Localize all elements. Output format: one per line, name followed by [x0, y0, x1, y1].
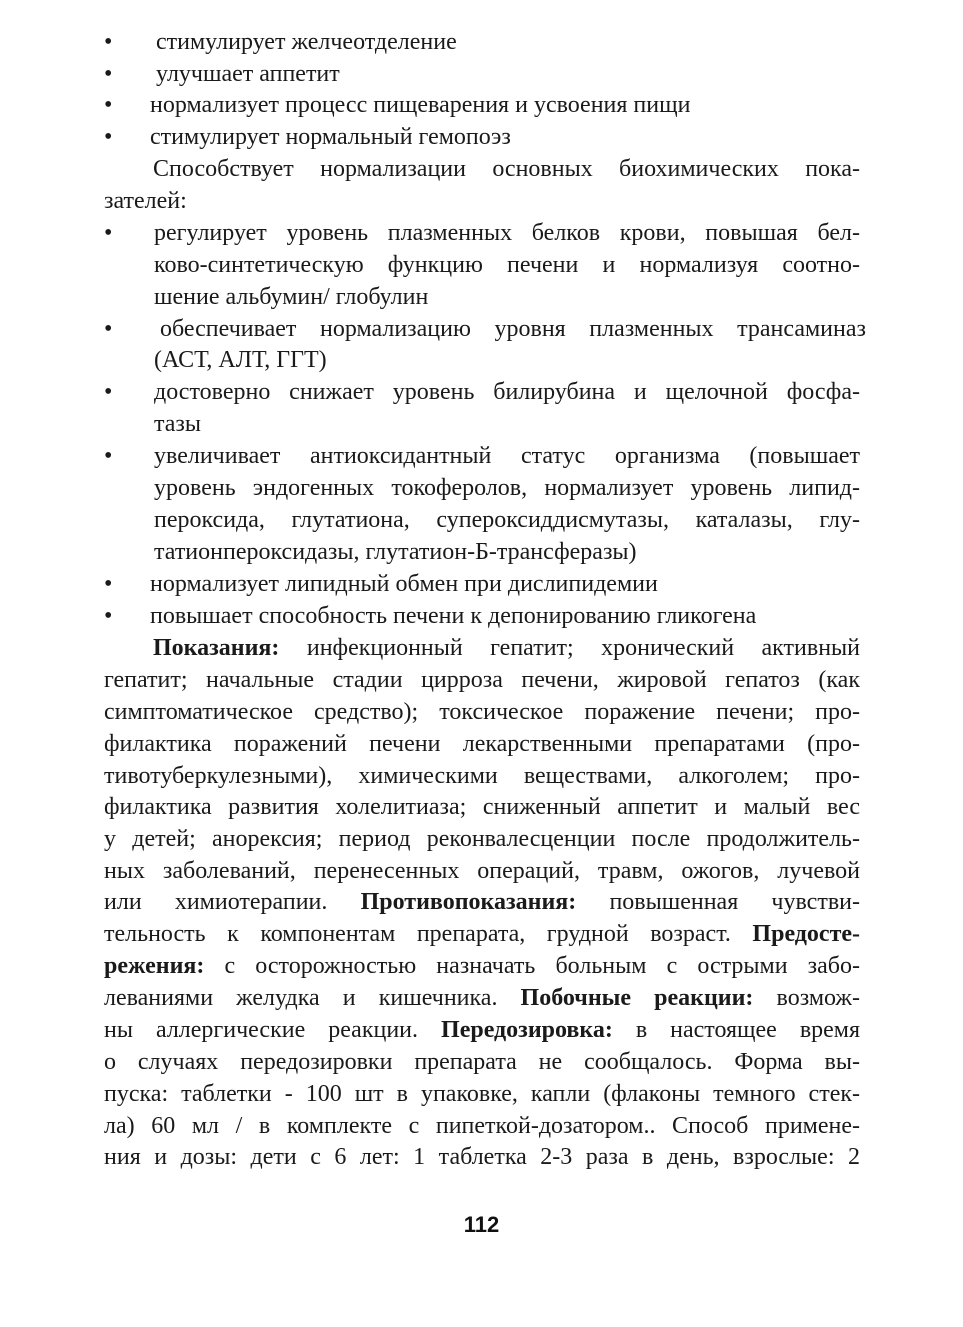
- list-item-line: уровень эндогенных токоферолов, нормализует уровень липид-: [154, 475, 860, 501]
- bullet: •: [104, 29, 113, 55]
- list-item: стимулирует желчеотделение: [156, 29, 457, 55]
- bullet: •: [104, 124, 113, 150]
- body-line: у детей; анорексия; период реконвалесценции после продолжитель-: [104, 826, 860, 852]
- term-overdose: Передозировка:: [441, 1017, 613, 1043]
- list-item-line: пероксида, глутатиона, супероксиддисмутазы, каталазы, глу-: [154, 507, 860, 533]
- term-indications: Показания:: [153, 635, 280, 661]
- list-item-line: увеличивает антиоксидантный статус организма (повышает: [154, 443, 860, 469]
- list-item-line: татионпероксидазы, глутатион-Б-трансферазы): [154, 539, 637, 565]
- body-line: ла) 60 мл / в комплекте с пипеткой-дозатором.. Способ примене-: [104, 1113, 860, 1139]
- body-line: симптоматическое средство); токсическое поражение печени; про-: [104, 699, 860, 725]
- body-line: ния и дозы: дети с 6 лет: 1 таблетка 2-3 раза в день, взрослые: 2: [104, 1144, 860, 1170]
- page-number: 112: [463, 1212, 500, 1237]
- body-line: тивотуберкулезными), химическими веществами, алкоголем; про-: [104, 763, 860, 789]
- list-item-line: шение альбумин/ глобулин: [154, 284, 429, 310]
- body-line: тельность к компонентам препарата, грудной возраст. Предосте-: [104, 921, 860, 947]
- bullet: •: [104, 443, 113, 469]
- body-line: или химиотерапии. Противопоказания: повышенная чувстви-: [104, 889, 860, 915]
- body-line: ных заболеваний, перенесенных операций, травм, ожогов, лучевой: [104, 858, 860, 884]
- term-precautions: Предосте-: [752, 921, 860, 947]
- term-precautions: режения:: [104, 953, 205, 979]
- bullet: •: [104, 61, 113, 87]
- bullet: •: [104, 603, 113, 629]
- bullet: •: [104, 220, 113, 246]
- body-line: режения: с осторожностью назначать больным с острыми забо-: [104, 953, 861, 979]
- bullet: •: [104, 571, 113, 597]
- body-line: ны аллергические реакции. Передозировка: в настоящее время: [104, 1017, 861, 1043]
- list-item-line: ково-синтетическую функцию печени и нормализуя соотно-: [154, 252, 860, 278]
- body-line: леваниями желудка и кишечника. Побочные реакции: возмож-: [104, 985, 861, 1011]
- list-item: стимулирует нормальный гемопоэз: [150, 124, 511, 150]
- body-line: Показания: инфекционный гепатит; хронический активный: [153, 635, 861, 661]
- list-item: нормализует процесс пищеварения и усвоения пищи: [150, 92, 691, 118]
- bullet: •: [104, 316, 113, 342]
- bullet: •: [104, 92, 113, 118]
- list-item-line: регулирует уровень плазменных белков крови, повышая бел-: [154, 220, 860, 246]
- intro-line: зателей:: [104, 188, 187, 214]
- term-side-effects: Побочные реакции:: [520, 985, 754, 1011]
- list-item-line: повышает способность печени к депонированию гликогена: [150, 603, 757, 629]
- list-item-line: (АСТ, АЛТ, ГГТ): [154, 347, 327, 373]
- list-item-line: обеспечивает нормализацию уровня плазменных трансаминаз: [160, 316, 866, 342]
- body-line: о случаях передозировки препарата не сообщалось. Форма вы-: [104, 1049, 860, 1075]
- body-line: филактика поражений печени лекарственными препаратами (про-: [104, 731, 860, 757]
- body-line: пуска: таблетки - 100 шт в упаковке, капли (флаконы темного стек-: [104, 1081, 860, 1107]
- list-item: улучшает аппетит: [156, 61, 340, 87]
- term-contraindications: Противопоказания:: [360, 889, 577, 915]
- intro-line: Способствует нормализации основных биохимических пока-: [153, 156, 860, 182]
- list-item-line: нормализует липидный обмен при дислипидемии: [150, 571, 658, 597]
- list-item-line: тазы: [154, 411, 202, 437]
- body-line: гепатит; начальные стадии цирроза печени, жировой гепатоз (как: [104, 667, 860, 693]
- bullet: •: [104, 379, 113, 405]
- list-item-line: достоверно снижает уровень билирубина и щелочной фосфа-: [154, 379, 860, 405]
- body-line: филактика развития холелитиаза; сниженный аппетит и малый вес: [104, 794, 860, 820]
